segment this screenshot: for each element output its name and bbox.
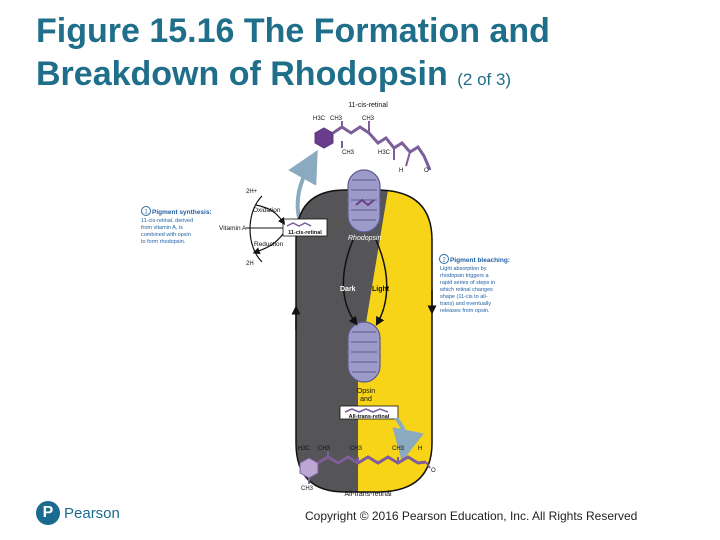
pearson-logo-icon: P	[36, 501, 60, 525]
rhodopsin-label: Rhodopsin	[348, 235, 382, 242]
bottom-group-4: CH3	[392, 446, 405, 452]
bottom-group-7: CH3	[301, 486, 314, 492]
title-line-2: Breakdown of Rhodopsin	[36, 55, 448, 93]
two-h-label: 2H	[246, 261, 254, 267]
bleaching-line-4: which retinal changes	[440, 287, 493, 293]
pearson-logo-text: Pearson	[64, 504, 120, 522]
top-ring	[315, 128, 333, 148]
bottom-group-1: H3C	[298, 446, 311, 452]
pearson-logo	[36, 501, 120, 525]
title-part: (2 of 3)	[457, 70, 512, 89]
step-1-number: 1	[144, 209, 148, 216]
top-group-2: CH3	[330, 116, 343, 122]
rhodopsin-protein	[348, 170, 380, 232]
top-group-6: H	[399, 168, 404, 174]
synthesis-heading: Pigment synthesis:	[152, 209, 212, 216]
pigment-synthesis-callout	[141, 207, 212, 246]
two-h-plus-label: 2H+	[246, 189, 258, 195]
title-line-1: Figure 15.16 The Formation and	[36, 12, 550, 50]
bleaching-line-3: rapid series of steps in	[440, 280, 496, 286]
redox-loop	[246, 196, 283, 262]
bottom-ring	[300, 458, 318, 478]
bleaching-line-6: trans) and eventually	[440, 301, 492, 307]
bottom-group-6: O	[431, 468, 436, 474]
top-group-7: O	[424, 168, 429, 174]
step-2-number: 2	[442, 257, 446, 264]
synthesis-line-1: 11-cis-retinal, derived	[141, 218, 194, 224]
bottom-group-2: CH3	[318, 446, 331, 452]
light-label: Light	[372, 286, 390, 293]
opsin-label-1: Opsin	[356, 388, 376, 395]
bottom-molecule-name: All-trans-retinal	[344, 491, 392, 498]
reduction-label: Reduction	[254, 241, 284, 248]
synthesis-line-2: from vitamin A, is	[141, 225, 183, 231]
top-group-4: CH3	[342, 150, 355, 156]
top-group-5: H3C	[378, 150, 391, 156]
bleaching-line-7: releases from opsin.	[440, 308, 490, 314]
opsin-protein	[348, 322, 380, 382]
oxidation-label: Oxidation	[253, 207, 281, 214]
copyright-notice: Copyright © 2016 Pearson Education, Inc. All Rights Reserved	[305, 509, 638, 523]
top-chain	[333, 127, 430, 170]
bleaching-heading: Pigment bleaching:	[450, 257, 510, 264]
top-molecule-name: 11-cis-retinal	[348, 102, 388, 109]
bottom-group-3: CH3	[350, 446, 363, 452]
bleaching-line-1: Light absorption by	[440, 266, 487, 272]
top-group-1: H3C	[313, 116, 326, 122]
all-trans-box-label: All-trans-retinal	[348, 414, 390, 420]
bleaching-line-2: rhodopsin triggers a	[440, 273, 489, 279]
eleven-cis-box-label: 11-cis-retinal	[288, 230, 322, 236]
synthesis-line-4: to form rhodopsin.	[141, 239, 186, 245]
top-group-3: CH3	[362, 116, 375, 122]
top-molecule	[313, 102, 430, 174]
pigment-bleaching-callout	[439, 255, 510, 315]
synthesis-line-3: combined with opsin	[141, 232, 191, 238]
bleaching-line-5: shape (11-cis to all-	[440, 294, 488, 300]
dark-label: Dark	[340, 286, 356, 293]
bottom-group-5: H	[418, 446, 423, 452]
vitamin-a-label: Vitamin A	[219, 225, 247, 232]
opsin-label-2: and	[360, 396, 372, 403]
